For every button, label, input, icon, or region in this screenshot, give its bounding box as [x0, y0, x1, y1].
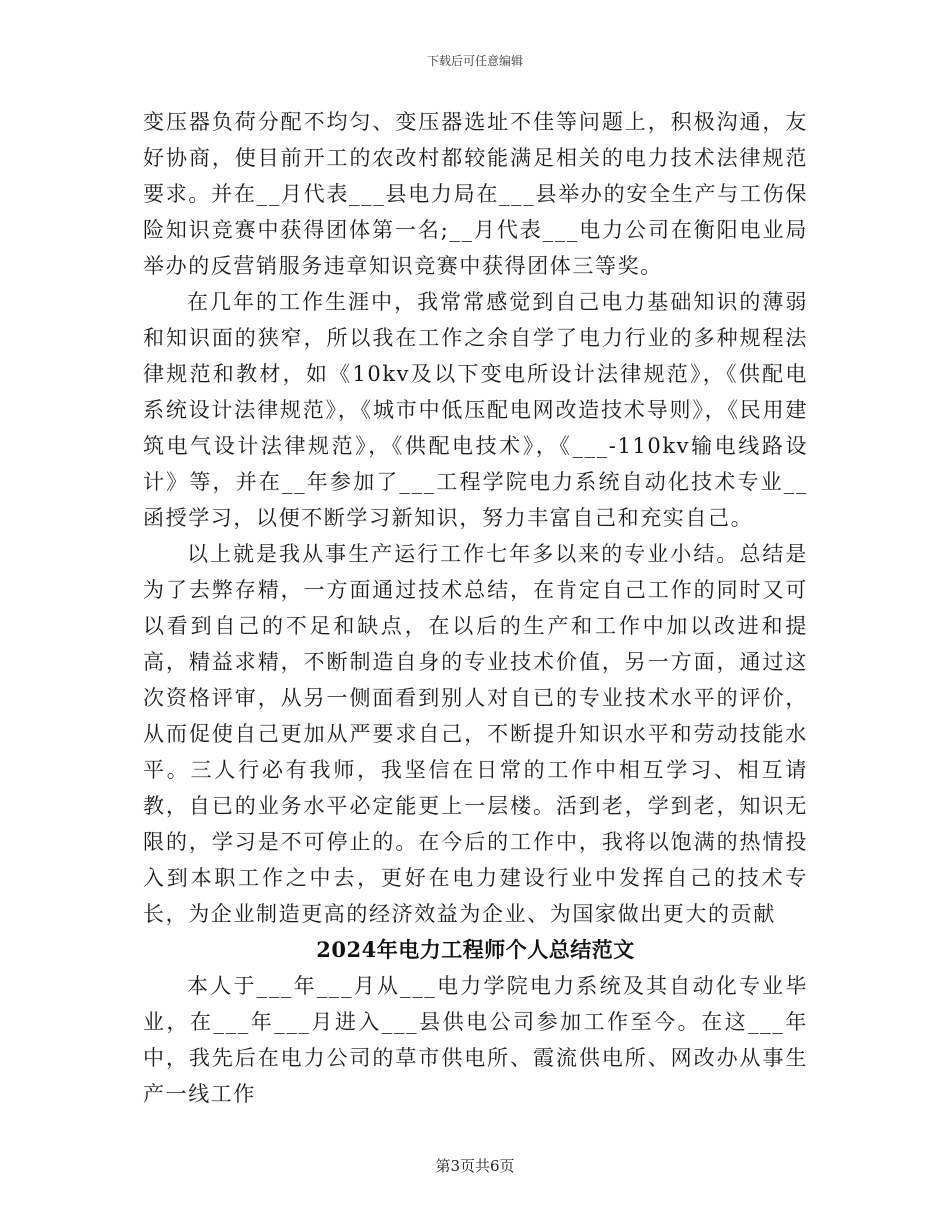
paragraph-3: 以上就是我从事生产运行工作七年多以来的专业小结。总结是为了去弊存精，一方面通过技术总结，在肯定自己工作的同时又可以看到自己的不足和缺点，在以后的生产和工作中加以改进和提高，精益求精，不断制造自身的专业技术价值，另一方面，通过这次资格评审，从另一侧面看到别人对自已的专业技术水平的评价，从而促使自己更加从严要求自己，不断提升知识水平和劳动技能水平。三人行必有我师，我坚信在日常的工作中相互学习、相互请教，自已的业务水平必定能更上一层楼。活到老，学到老，知识无限的，学习是不可停止的。在今后的工作中，我将以饱满的热情投入到本职工作之中去，更好在电力建设行业中发挥自己的技术专长，为企业制造更高的经济效益为企业、为国家做出更大的贡献: [143, 542, 808, 926]
paragraph-4: 本人于___年___月从___电力学院电力系统及其自动化专业毕业，在___年___月进入___县供电公司参加工作至今。在这___年中，我先后在电力公司的草市供电所、霞流供电所、网改办从事生产一线工作: [143, 974, 808, 1106]
paragraph-1: 变压器负荷分配不均匀、变压器选址不佳等问题上，积极沟通，友好协商，使目前开工的农改村都较能满足相关的电力技术法律规范要求。并在__月代表___县电力局在___县举办的安全生产与工伤保险知识竞赛中获得团体第一名;__月代表___电力公司在衡阳电业局举办的反营销服务违章知识竞赛中获得团体三等奖。: [143, 110, 808, 278]
header-note: 下载后可任意编辑: [426, 54, 523, 68]
section-title: 2024年电力工程师个人总结范文: [316, 937, 635, 962]
document-body: [143, 104, 808, 1112]
paragraph-2: 在几年的工作生涯中，我常常感觉到自己电力基础知识的薄弱和知识面的狭窄，所以我在工作之余自学了电力行业的多种规程法律规范和教材，如《10kv及以下变电所设计法律规范》，《供配电系统设计法律规范》，《城市中低压配电网改造技术导则》，《民用建筑电气设计法律规范》，《供配电技术》，《___-110kv输电线路设计》等，并在__年参加了___工程学院电力系统自动化技术专业__函授学习，以便不断学习新知识，努力丰富自己和充实自己。: [143, 290, 808, 530]
page-indicator: 第3页共6页: [435, 1157, 515, 1175]
